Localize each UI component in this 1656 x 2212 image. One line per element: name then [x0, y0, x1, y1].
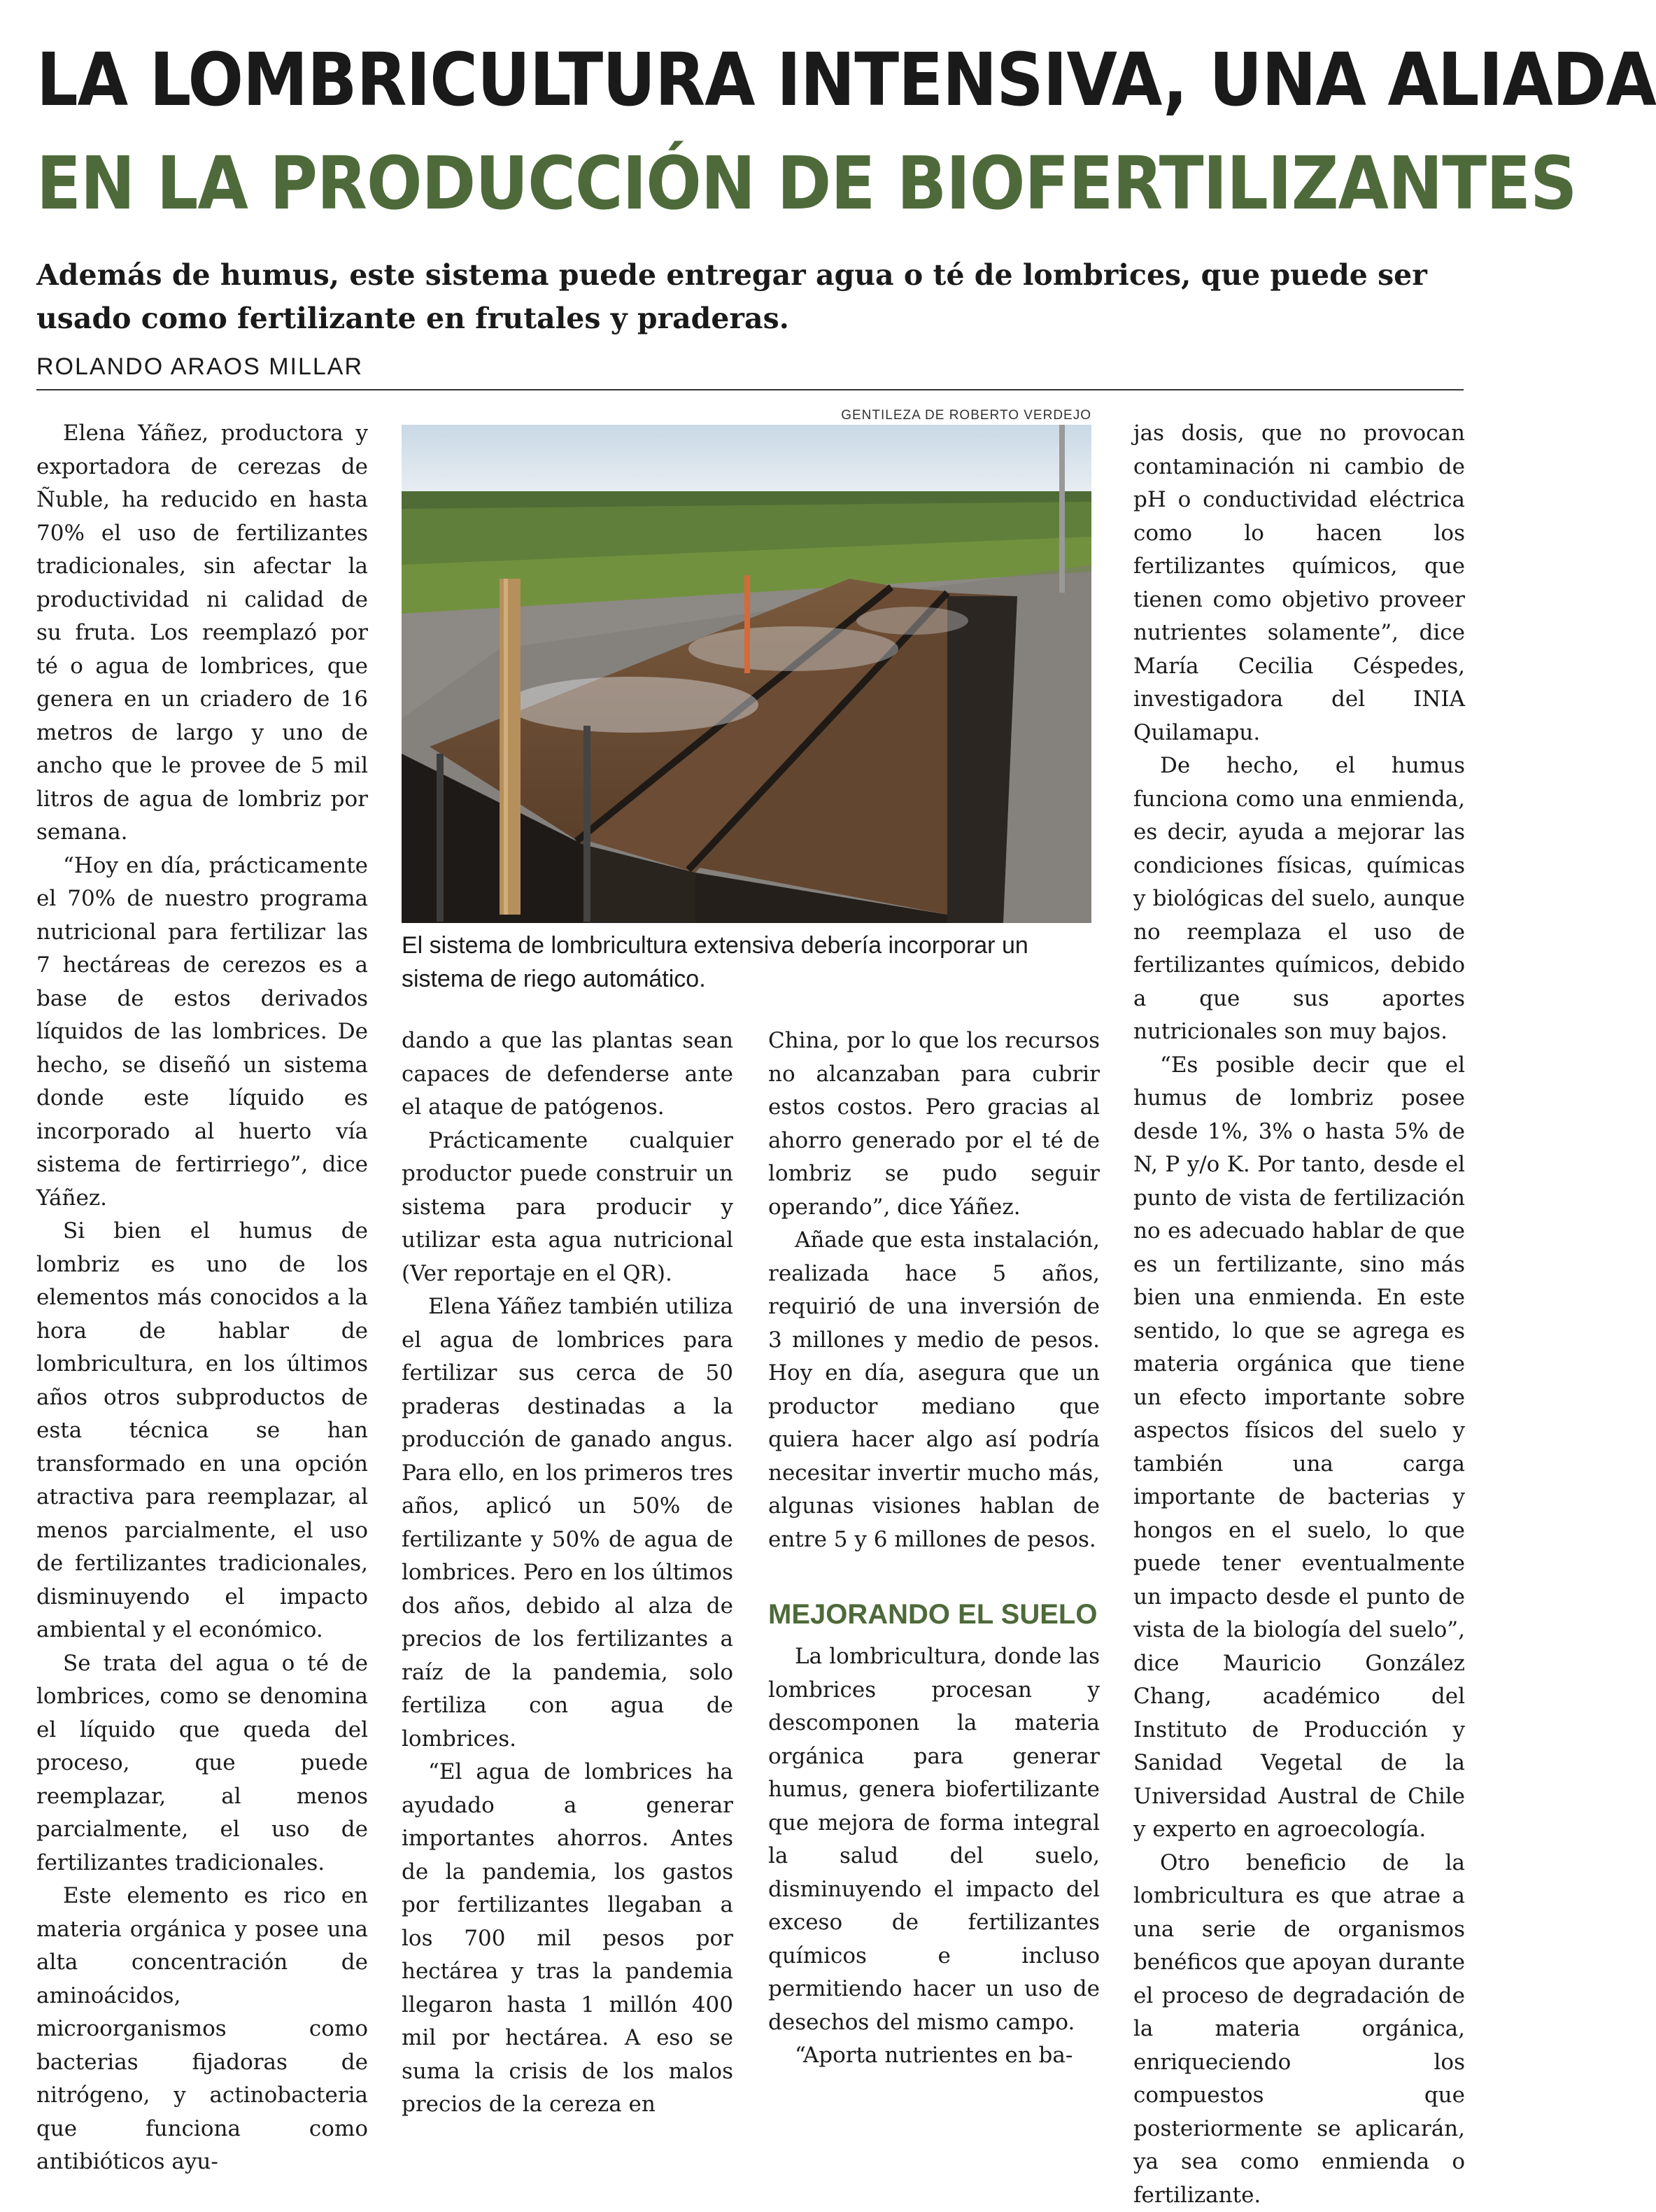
paragraph: Prácticamente cualquier productor puede construir un sistema para producir y utilizar esta agua nutricional (Ver reportaje en el QR).	[402, 1125, 733, 1291]
header-divider	[36, 389, 1464, 390]
paragraph: China, por lo que los recursos no alcanzaban para cubrir estos costos. Pero gracias al ahorro generado por el té de lombriz se pudo seguir operando”, dice Yáñez.	[768, 1024, 1100, 1224]
article-column-3	[768, 1024, 1100, 2073]
paragraph: Si bien el humus de lombriz es uno de los elementos más conocidos a la hora de hablar de lombricultura, en los últimos años otros subproductos de esta técnica se han transformado en una opción atractiva para reemplazar, al menos parcialmente, el uso de fertilizantes tradicionales, disminuyendo el impacto ambiental y el económico.	[36, 1215, 368, 1647]
headline	[36, 28, 1464, 235]
photo-credit: GENTILEZA DE ROBERTO VERDEJO	[768, 408, 1091, 423]
paragraph: jas dosis, que no provocan contaminación ni cambio de pH o conductividad eléctrica como lo hacen los fertilizantes químicos, que tienen como objetivo proveer nutrientes solamente”, dice María Cecilia Céspedes, investigadora del INIA Quilamapu.	[1133, 417, 1465, 749]
paragraph: “Hoy en día, prácticamente el 70% de nuestro programa nutricional para fertilizar las 7 hectáreas de cerezos es a base de estos derivados líquidos de las lombrices. De hecho, se diseñó un sistema donde este líquido es incorporado al huerto vía sistema de fertirriego”, dice Yáñez.	[36, 850, 368, 1216]
article-column-2	[402, 1024, 733, 2122]
paragraph: “Aporta nutrientes en ba-	[768, 2039, 1100, 2073]
paragraph: Elena Yáñez también utiliza el agua de lombrices para fertilizar sus cerca de 50 praderas destinadas a la producción de ganado angus. Para ello, en los primeros tres años, aplicó un 50% de fertilizante y 50% de agua de lombrices. Pero en los últimos dos años, debido al alza de precios de los fertilizantes a raíz de la pandemia, solo fertiliza con agua de lombrices.	[402, 1290, 733, 1756]
paragraph: Añade que esta instalación, realizada hace 5 años, requirió de una inversión de 3 millones y medio de pesos. Hoy en día, asegura que un productor mediano que quiera hacer algo así podría necesitar invertir mucho más, algunas visiones hablan de entre 5 y 6 millones de pesos.	[768, 1224, 1100, 1556]
article-column-1	[36, 417, 368, 2179]
headline-line-2: EN LA PRODUCCIÓN DE BIOFERTILIZANTES	[36, 132, 1464, 235]
paragraph: “El agua de lombrices ha ayudado a generar importantes ahorros. Antes de la pandemia, los gastos por fertilizantes llegaban a los 700 mil pesos por hectárea y tras la pandemia llegaron hasta 1 millón 400 mil por hectárea. A eso se suma la crisis de los malos precios de la cereza en	[402, 1756, 733, 2122]
paragraph: “Es posible decir que el humus de lombriz posee desde 1%, 3% o hasta 5% de N, P y/o K. Por tanto, desde el punto de vista de fertilización no es adecuado hablar de que es un fertilizante, sino más bien una enmienda. En este sentido, lo que se agrega es materia orgánica que tiene un efecto importante sobre aspectos físicos del suelo y también una carga importante de bacterias y hongos en el suelo, lo que puede tener eventualmente un impacto desde el punto de vista de la biología del suelo”, dice Mauricio González Chang, académico del Instituto de Producción y Sanidad Vegetal de la Universidad Austral de Chile y experto en agroecología.	[1133, 1049, 1465, 1847]
vermiculture-beds-photo	[402, 425, 1091, 923]
section-subhead: MEJORANDO EL SUELO	[768, 1598, 1100, 1630]
paragraph: Elena Yáñez, productora y exportadora de cerezas de Ñuble, ha reducido en hasta 70% el uso de fertilizantes tradicionales, sin afectar la productividad ni calidad de su fruta. Los reemplazó por té o agua de lombrices, que genera en un criadero de 16 metros de largo y uno de ancho que le provee de 5 mil litros de agua de lombriz por semana.	[36, 417, 368, 850]
paragraph: dando a que las plantas sean capaces de defenderse ante el ataque de patógenos.	[402, 1024, 733, 1125]
headline-line-1: LA LOMBRICULTURA INTENSIVA, UNA ALIADA	[36, 28, 1464, 132]
deck-subtitle: Además de humus, este sistema puede entregar agua o té de lombrices, que puede ser usado como fertilizante en frutales y praderas.	[36, 253, 1464, 340]
paragraph: La lombricultura, donde las lombrices procesan y descomponen la materia orgánica para generar humus, genera biofertilizante que mejora de forma integral la salud del suelo, disminuyendo el impacto del exceso de fertilizantes químicos e incluso permitiendo hacer un uso de desechos del mismo campo.	[768, 1640, 1100, 2039]
paragraph: Se trata del agua o té de lombrices, como se denomina el líquido que queda del proceso, que puede reemplazar, al menos parcialmente, el uso de fertilizantes tradicionales.	[36, 1647, 368, 1880]
byline: ROLANDO ARAOS MILLAR	[36, 353, 363, 381]
paragraph: Este elemento es rico en materia orgánica y posee una alta concentración de aminoácidos, microorganismos como bacterias fijadoras de nitrógeno, y actinobacteria que funciona como antibióticos ayu-	[36, 1880, 368, 2179]
photo-caption: El sistema de lombricultura extensiva debería incorporar un sistema de riego automático.	[402, 929, 1091, 996]
paragraph: Otro beneficio de la lombricultura es que atrae a una serie de organismos benéficos que apoyan durante el proceso de degradación de la materia orgánica, enriqueciendo los compuestos que posteriormente se aplicarán, ya sea como enmienda o fertilizante.	[1133, 1847, 1465, 2212]
article-column-4	[1133, 417, 1465, 2212]
paragraph: De hecho, el humus funciona como una enmienda, es decir, ayuda a mejorar las condiciones físicas, químicas y biológicas del suelo, aunque no reemplaza el uso de fertilizantes químicos, debido a que sus aportes nutricionales son muy bajos.	[1133, 749, 1465, 1049]
